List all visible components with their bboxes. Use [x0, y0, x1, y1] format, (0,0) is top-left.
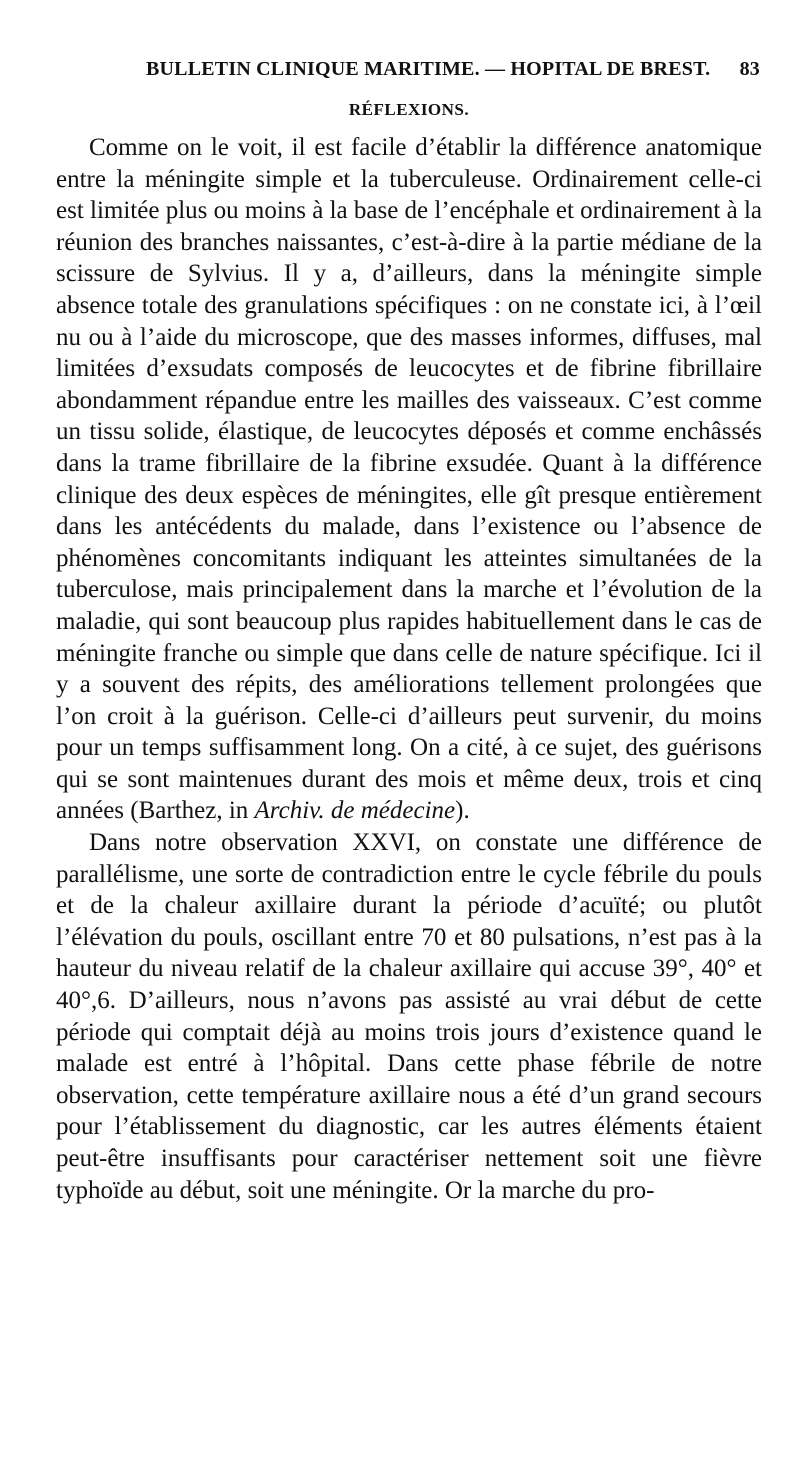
paragraph-1: [56, 132, 762, 827]
page-number: 83: [739, 58, 760, 80]
paragraph-1-text: Comme on le voit, il est facile d’établir la différence anatomique entre la méningite simple et la tuberculeuse. Ordinairement celle-ci est limitée plus ou moins à la base de l’encéphale et ordinairement à la réunion des branches naissantes, c’est-à-dire à la partie médiane de la scissure de Sylvius. Il y a, d’ailleurs, dans la méningite simple absence totale des granulations spécifiques : on ne constate ici, à l’œil nu ou à l’aide du microscope, que des masses informes, diffuses, mal limitées d’exsudats composés de leucocytes et de fibrine fibrillaire abondamment répandue entre les mailles des vaisseaux. C’est comme un tissu solide, élastique, de leucocytes déposés et comme enchâssés dans la trame fibrillaire de la fibrine exsudée. Quant à la différence clinique des deux espèces de méningites, elle gît presque entièrement dans les antécédents du malade, dans l’existence ou l’absence de phénomènes concomitants indiquant les atteintes simultanées de la tuberculose, mais principalement dans la marche et l’évolution de la maladie, qui sont beaucoup plus rapides habituellement dans le cas de méningite franche ou simple que dans celle de nature spécifique. Ici il y a souvent des répits, des améliorations tellement prolongées que l’on croit à la guérison. Celle-ci d’ailleurs peut survenir, du moins pour un temps suffisamment long. On a cité, à ce sujet, des guérisons qui se sont maintenues durant des mois et même deux, trois et cinq années (Barthez, in: [56, 134, 762, 825]
paragraph-1-tail: ).: [455, 797, 470, 825]
paragraph-2-text: Dans notre observation XXVI, on constate une différence de parallélisme, une sorte de contradiction entre le cycle fébrile du pouls et de la chaleur axillaire durant la période d’acuïté; ou plutôt l’élévation du pouls, oscillant entre 70 et 80 pulsations, n’est pas à la hauteur du niveau relatif de la chaleur axillaire qui accuse 39°, 40° et 40°,6. D’ailleurs, nous n’avons pas assisté au vrai début de cette période qui comptait déjà au moins trois jours d’existence quand le malade est entré à l’hôpital. Dans cette phase fébrile de notre observation, cette température axillaire nous a été d’un grand secours pour l’établissement du diagnostic, car les autres éléments étaient peut-être insuffisants pour caractériser nettement soit une fièvre typhoïde au début, soit une méningite. Or la marche du pro-: [56, 829, 762, 1204]
running-head: [56, 58, 762, 90]
section-title: RÉFLEXIONS.: [348, 100, 470, 119]
paragraph-1-citation: Archiv. de médecine: [254, 797, 456, 825]
journal-title: BULLETIN CLINIQUE MARITIME. — HOPITAL DE BREST.: [146, 58, 711, 80]
paragraph-2: [56, 827, 762, 1206]
